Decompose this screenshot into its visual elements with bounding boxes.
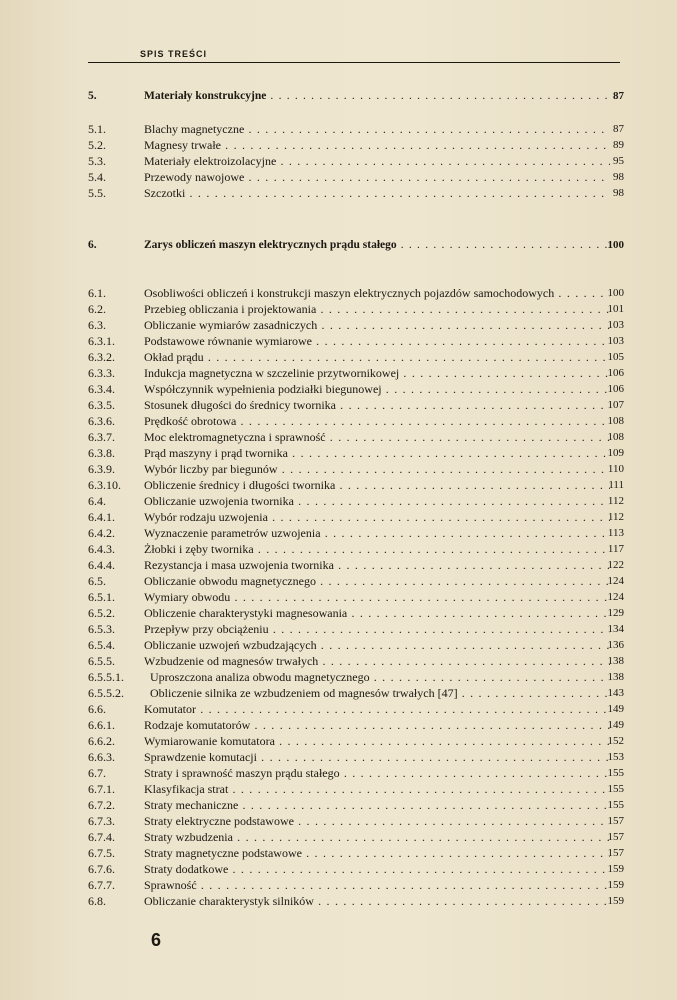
toc-entry-title: Wybór liczby par biegunów . . .	[144, 461, 610, 477]
toc-entry	[88, 573, 628, 589]
toc-entry	[88, 88, 628, 104]
toc-entry-title: Sprawdzenie komutacji . . .	[144, 749, 610, 765]
toc-entry-number: 5.	[88, 90, 97, 102]
toc-entry-number: 6.3.6.	[88, 414, 115, 428]
toc-entry	[88, 669, 628, 685]
toc-entry-title: Przebieg obliczania i projektowania . . .	[144, 301, 610, 317]
toc-entry-page: 124	[607, 575, 624, 587]
toc-entry-number: 6.7.2.	[88, 798, 115, 812]
toc-entry-page: 157	[607, 815, 624, 827]
toc-entry	[88, 685, 628, 701]
toc-entry-number: 6.6.1.	[88, 718, 115, 732]
toc-entry-number: 6.3.2.	[88, 350, 115, 364]
toc-entry	[88, 397, 628, 413]
toc-entry-title: Obliczenie charakterystyki magnesowania . . .	[144, 605, 610, 621]
toc-entry-title: Szczotki . . .	[144, 185, 610, 201]
toc-entry	[88, 637, 628, 653]
toc-entry	[88, 589, 628, 605]
toc-entry	[88, 541, 628, 557]
toc-entry	[88, 525, 628, 541]
toc-entry	[88, 893, 628, 909]
toc-entry-number: 6.7.5.	[88, 846, 115, 860]
toc-entry-title: Blachy magnetyczne . . .	[144, 121, 610, 137]
toc-entry-number: 6.5.5.	[88, 654, 115, 668]
toc-entry-number: 6.5.2.	[88, 606, 115, 620]
toc-entry-title: Uproszczona analiza obwodu magnetycznego . . .	[150, 669, 610, 685]
toc-entry	[88, 429, 628, 445]
toc-entry-page: 149	[607, 719, 624, 731]
toc-entry-title: Rodzaje komutatorów . . .	[144, 717, 610, 733]
toc-entry	[88, 765, 628, 781]
toc-entry-title: Straty i sprawność maszyn prądu stałego . . .	[144, 765, 610, 781]
toc-entry-number: 6.3.4.	[88, 382, 115, 396]
toc-entry-number: 5.2.	[88, 138, 106, 152]
toc-entry-title: Magnesy trwałe . . .	[144, 137, 610, 153]
toc-entry-page: 106	[607, 383, 624, 395]
toc-entry	[88, 749, 628, 765]
toc-entry-title: Prąd maszyny i prąd twornika . . .	[144, 445, 610, 461]
toc-entry-number: 6.5.5.1.	[88, 670, 124, 684]
toc-entry-page: 113	[607, 527, 624, 539]
toc-entry-title: Żłobki i zęby twornika . . .	[144, 541, 610, 557]
toc-entry-title: Prędkość obrotowa . . .	[144, 413, 610, 429]
toc-entry-title: Komutator . . .	[144, 701, 610, 717]
toc-entry-page: 111	[608, 479, 624, 491]
show-through-text	[440, 60, 630, 80]
toc-entry-page: 103	[607, 335, 624, 347]
toc-entry	[88, 365, 628, 381]
toc-entry	[88, 877, 628, 893]
toc-entry-page: 87	[613, 123, 624, 135]
toc-entry-number: 6.2.	[88, 302, 106, 316]
toc-entry-number: 6.7.6.	[88, 862, 115, 876]
running-head: SPIS TREŚCI	[140, 49, 208, 59]
toc-entry-page: 105	[607, 351, 624, 363]
toc-entry-page: 89	[613, 139, 624, 151]
toc-entry-number: 6.7.3.	[88, 814, 115, 828]
toc-entry	[88, 733, 628, 749]
toc-entry-page: 136	[607, 639, 624, 651]
page-number: 6	[151, 930, 162, 950]
toc-entry-number: 6.5.1.	[88, 590, 115, 604]
toc-entry-page: 159	[607, 863, 624, 875]
toc-entry	[88, 493, 628, 509]
toc-entry-title: Obliczenie średnicy i długości twornika . . .	[144, 477, 610, 493]
toc-entry-number: 6.3.7.	[88, 430, 115, 444]
toc-entry-page: 87	[613, 90, 624, 102]
toc-entry-page: 103	[607, 319, 624, 331]
toc-entry-page: 138	[607, 671, 624, 683]
toc-entry-number: 6.7.	[88, 766, 106, 780]
toc-entry	[88, 557, 628, 573]
toc-entry	[88, 653, 628, 669]
toc-entry-title: Wyznaczenie parametrów uzwojenia . . .	[144, 525, 610, 541]
toc-entry-number: 6.3.9.	[88, 462, 115, 476]
toc-entry-number: 6.	[88, 239, 97, 251]
toc-entry-page: 159	[607, 879, 624, 891]
toc-entry-title: Materiały konstrukcyjne . . .	[144, 88, 610, 104]
toc-entry-number: 6.7.4.	[88, 830, 115, 844]
toc-entry-title: Obliczenie silnika ze wzbudzeniem od magnesów trwałych [47] . . .	[150, 685, 610, 701]
toc-entry	[88, 605, 628, 621]
toc-entry-title: Straty elektryczne podstawowe . . .	[144, 813, 610, 829]
toc-entry-page: 107	[607, 399, 624, 411]
toc-entry-title: Osobliwości obliczeń i konstrukcji maszyn elektrycznych pojazdów samochodowych . . .	[144, 285, 610, 301]
toc-entry-page: 152	[607, 735, 624, 747]
toc-entry-title: Obliczanie obwodu magnetycznego . . .	[144, 573, 610, 589]
toc-entry-title: Okład prądu . . .	[144, 349, 610, 365]
toc-entry-number: 6.5.	[88, 574, 106, 588]
toc-entry-number: 6.7.7.	[88, 878, 115, 892]
toc-entry-number: 6.6.2.	[88, 734, 115, 748]
toc-entry-number: 6.5.4.	[88, 638, 115, 652]
toc-entry	[88, 185, 628, 201]
toc-entry	[88, 153, 628, 169]
toc-entry-number: 6.3.3.	[88, 366, 115, 380]
toc-entry-page: 112	[607, 495, 624, 507]
toc-entry-page: 101	[607, 303, 624, 315]
toc-entry	[88, 285, 628, 301]
toc-entry	[88, 381, 628, 397]
toc-entry-page: 106	[607, 367, 624, 379]
toc-entry-page: 134	[607, 623, 624, 635]
header-rule	[88, 62, 620, 63]
toc-entry-page: 129	[607, 607, 624, 619]
toc-entry	[88, 621, 628, 637]
toc-entry-page: 157	[607, 831, 624, 843]
toc-entry-page: 155	[607, 767, 624, 779]
toc-entry-title: Rezystancja i masa uzwojenia twornika . . .	[144, 557, 610, 573]
toc-entry-number: 6.4.3.	[88, 542, 115, 556]
toc-entry-title: Indukcja magnetyczna w szczelinie przytwornikowej . . .	[144, 365, 610, 381]
toc-entry-page: 108	[607, 431, 624, 443]
toc-entry-number: 6.6.	[88, 702, 106, 716]
toc-entry-number: 6.4.1.	[88, 510, 115, 524]
toc-entry	[88, 445, 628, 461]
toc-entry-number: 6.5.3.	[88, 622, 115, 636]
toc-entry-title: Przewody nawojowe . . .	[144, 169, 610, 185]
toc-entry-page: 149	[607, 703, 624, 715]
toc-entry-number: 6.3.8.	[88, 446, 115, 460]
toc-entry-page: 122	[607, 559, 624, 571]
toc-entry-title: Materiały elektroizolacyjne . . .	[144, 153, 610, 169]
toc-entry	[88, 413, 628, 429]
toc-entry-number: 6.4.2.	[88, 526, 115, 540]
toc-entry	[88, 509, 628, 525]
toc-entry-title: Przepływ przy obciążeniu . . .	[144, 621, 610, 637]
toc-entry-number: 6.3.10.	[88, 478, 121, 492]
toc-entry-number: 6.4.	[88, 494, 106, 508]
toc-entry	[88, 169, 628, 185]
toc-entry	[88, 121, 628, 137]
toc-entry	[88, 317, 628, 333]
toc-entry-title: Współczynnik wypełnienia podziałki biegunowej . . .	[144, 381, 610, 397]
toc-entry-title: Stosunek długości do średnicy twornika . . .	[144, 397, 610, 413]
toc-entry	[88, 717, 628, 733]
toc-entry-title: Zarys obliczeń maszyn elektrycznych prądu stałego . . .	[144, 237, 610, 253]
toc-entry-page: 100	[607, 287, 624, 299]
toc-entry-title: Straty wzbudzenia . . .	[144, 829, 610, 845]
toc-entry-page: 95	[613, 155, 624, 167]
toc-entry	[88, 477, 628, 493]
toc-entry-title: Wzbudzenie od magnesów trwałych . . .	[144, 653, 610, 669]
toc-entry-number: 5.4.	[88, 170, 106, 184]
toc-entry-page: 138	[607, 655, 624, 667]
toc-entry-page: 108	[607, 415, 624, 427]
toc-entry-number: 6.4.4.	[88, 558, 115, 572]
toc-entry-page: 112	[607, 511, 624, 523]
toc-entry-title: Obliczanie charakterystyk silników . . .	[144, 893, 610, 909]
toc-entry-page: 159	[607, 895, 624, 907]
toc-entry-page: 124	[607, 591, 624, 603]
toc-entry	[88, 701, 628, 717]
toc-entry-title: Wymiary obwodu . . .	[144, 589, 610, 605]
toc-entry-number: 5.3.	[88, 154, 106, 168]
toc-entry-number: 6.3.1.	[88, 334, 115, 348]
toc-entry-page: 155	[607, 783, 624, 795]
toc-entry-page: 157	[607, 847, 624, 859]
toc-entry	[88, 461, 628, 477]
toc-entry-title: Obliczanie uzwojenia twornika . . .	[144, 493, 610, 509]
toc-entry-title: Obliczanie wymiarów zasadniczych . . .	[144, 317, 610, 333]
toc-entry-title: Obliczanie uzwojeń wzbudzających . . .	[144, 637, 610, 653]
toc-entry	[88, 137, 628, 153]
toc-entry-number: 6.6.3.	[88, 750, 115, 764]
toc-entry-page: 109	[607, 447, 624, 459]
toc-entry-title: Straty dodatkowe . . .	[144, 861, 610, 877]
toc-entry	[88, 797, 628, 813]
toc-entry-title: Wybór rodzaju uzwojenia . . .	[144, 509, 610, 525]
toc-entry-number: 6.8.	[88, 894, 106, 908]
toc-entry-number: 6.3.	[88, 318, 106, 332]
toc-entry	[88, 781, 628, 797]
toc-entry-number: 6.1.	[88, 286, 106, 300]
toc-entry-title: Wymiarowanie komutatora . . .	[144, 733, 610, 749]
toc-entry-title: Sprawność . . .	[144, 877, 610, 893]
toc-entry	[88, 829, 628, 845]
toc-entry-title: Moc elektromagnetyczna i sprawność . . .	[144, 429, 610, 445]
toc-entry-page: 143	[607, 687, 624, 699]
toc-entry-page: 155	[607, 799, 624, 811]
toc-entry	[88, 333, 628, 349]
toc-entry	[88, 813, 628, 829]
toc-entry-number: 6.3.5.	[88, 398, 115, 412]
toc-entry-title: Straty magnetyczne podstawowe . . .	[144, 845, 610, 861]
toc-entry-page: 153	[607, 751, 624, 763]
toc-entry-page: 98	[613, 171, 624, 183]
toc-entry-title: Klasyfikacja strat . . .	[144, 781, 610, 797]
toc-entry-page: 98	[613, 187, 624, 199]
toc-entry	[88, 861, 628, 877]
toc-entry	[88, 845, 628, 861]
toc-entry-number: 5.5.	[88, 186, 106, 200]
toc-entry-title: Straty mechaniczne . . .	[144, 797, 610, 813]
toc-entry-page: 110	[607, 463, 624, 475]
toc-entry-number: 5.1.	[88, 122, 106, 136]
toc-entry	[88, 349, 628, 365]
toc-entry-page: 100	[607, 239, 624, 251]
toc-entry	[88, 301, 628, 317]
toc-entry-page: 117	[607, 543, 624, 555]
toc-entry	[88, 237, 628, 253]
toc-entry-number: 6.7.1.	[88, 782, 115, 796]
toc-entry-title: Podstawowe równanie wymiarowe . . .	[144, 333, 610, 349]
toc-entry-number: 6.5.5.2.	[88, 686, 124, 700]
